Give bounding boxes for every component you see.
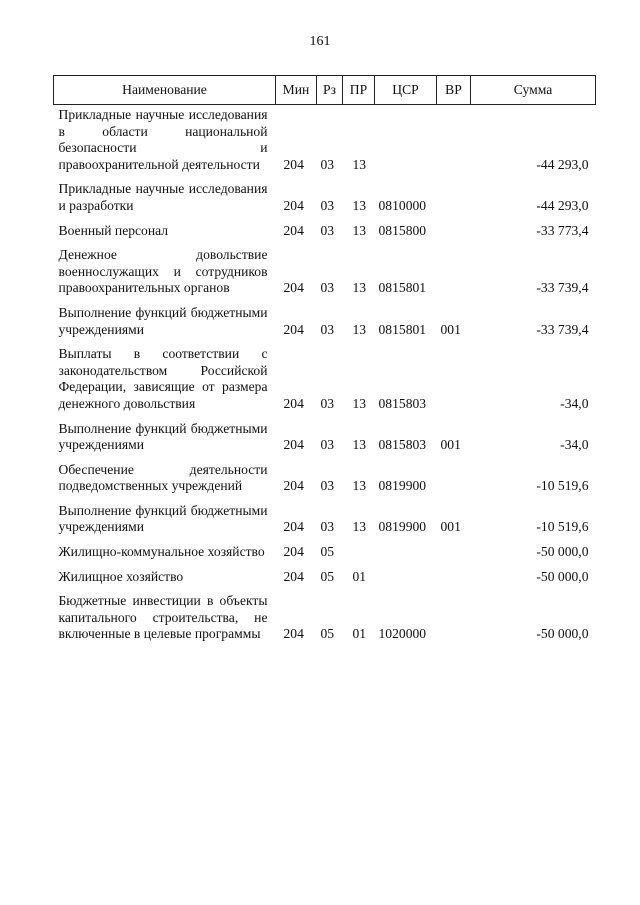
row-pr: 13 <box>352 280 367 296</box>
header-csr: ЦСР <box>375 76 437 105</box>
row-min: 204 <box>283 544 304 560</box>
row-rz: 03 <box>320 222 335 238</box>
row-csr: 0815803 <box>378 395 427 411</box>
row-amount: -33 739,4 <box>536 280 589 296</box>
table-row <box>54 181 596 222</box>
row-name: Жилищно-коммунальное хозяйство <box>58 544 265 560</box>
page-number: 161 <box>309 34 331 49</box>
row-name: Обеспечение деятельности подведомственных учреждений <box>58 461 268 494</box>
row-csr: 1020000 <box>378 626 427 642</box>
row-amount: -50 000,0 <box>536 568 589 584</box>
table-row <box>54 569 596 594</box>
row-vr <box>437 181 471 222</box>
row-csr: 0815801 <box>378 321 427 337</box>
row-csr: 0815800 <box>378 222 427 238</box>
row-min: 204 <box>283 395 304 411</box>
table-row <box>54 247 596 305</box>
row-pr: 13 <box>352 478 367 494</box>
row-min: 204 <box>283 222 304 238</box>
table-row <box>54 346 596 420</box>
row-min: 204 <box>283 156 304 172</box>
row-min: 204 <box>283 626 304 642</box>
budget-table <box>53 75 596 651</box>
row-amount: -44 293,0 <box>536 197 589 213</box>
row-name: Денежное довольствие военнослужащих и сотрудников правоохранительных органов <box>58 247 268 296</box>
row-name: Бюджетные инвестиции в объекты капитального строительства, не включенные в целевые программы <box>58 593 268 642</box>
row-rz: 03 <box>320 156 335 172</box>
table-row <box>54 544 596 569</box>
row-pr <box>343 544 375 569</box>
header-name: Наименование <box>54 76 276 105</box>
row-amount: -44 293,0 <box>536 156 589 172</box>
row-vr <box>437 462 471 503</box>
row-name: Прикладные научные исследования в области национальной безопасности и правоохранительной деятельности <box>58 107 268 172</box>
table-row <box>54 462 596 503</box>
row-vr <box>437 247 471 305</box>
row-amount: -33 739,4 <box>536 321 589 337</box>
row-rz: 03 <box>320 478 335 494</box>
row-name: Выполнение функций бюджетными учреждениями <box>58 304 268 337</box>
header-rz: Рз <box>317 76 343 105</box>
row-name: Выполнение функций бюджетными учреждениями <box>58 502 268 535</box>
row-rz: 03 <box>320 321 335 337</box>
row-pr: 13 <box>352 222 367 238</box>
row-pr: 01 <box>352 626 367 642</box>
row-rz: 03 <box>320 519 335 535</box>
row-rz: 05 <box>320 568 335 584</box>
row-csr: 0815801 <box>378 280 427 296</box>
row-amount: -10 519,6 <box>536 478 589 494</box>
row-min: 204 <box>283 519 304 535</box>
row-csr <box>375 105 437 182</box>
row-pr: 13 <box>352 519 367 535</box>
table-row <box>54 305 596 346</box>
row-pr: 01 <box>352 568 367 584</box>
row-amount: -50 000,0 <box>536 544 589 560</box>
header-amount: Сумма <box>471 76 596 105</box>
row-amount: -34,0 <box>560 437 589 453</box>
row-vr <box>437 223 471 248</box>
row-name: Выполнение функций бюджетными учреждениями <box>58 420 268 453</box>
header-min: Мин <box>276 76 317 105</box>
table-row <box>54 593 596 651</box>
table-row <box>54 223 596 248</box>
table-row <box>54 421 596 462</box>
row-vr: 001 <box>440 437 461 453</box>
row-csr <box>375 569 437 594</box>
row-vr <box>437 569 471 594</box>
row-pr: 13 <box>352 321 367 337</box>
row-vr: 001 <box>440 321 461 337</box>
row-pr: 13 <box>352 156 367 172</box>
row-rz: 05 <box>320 544 335 560</box>
row-vr <box>437 593 471 651</box>
table-row <box>54 503 596 544</box>
row-rz: 03 <box>320 437 335 453</box>
row-vr <box>437 346 471 420</box>
row-name: Выплаты в соответствии с законодательством Российской Федерации, зависящие от размера денежного довольствия <box>58 346 268 411</box>
row-csr: 0810000 <box>378 197 427 213</box>
row-pr: 13 <box>352 197 367 213</box>
row-csr: 0819900 <box>378 519 427 535</box>
row-vr <box>437 544 471 569</box>
row-pr: 13 <box>352 395 367 411</box>
row-csr: 0815803 <box>378 437 427 453</box>
row-min: 204 <box>283 478 304 494</box>
header-vr: ВР <box>437 76 471 105</box>
row-min: 204 <box>283 437 304 453</box>
row-min: 204 <box>283 321 304 337</box>
row-csr: 0819900 <box>378 478 427 494</box>
row-min: 204 <box>283 280 304 296</box>
row-rz: 05 <box>320 626 335 642</box>
row-amount: -10 519,6 <box>536 519 589 535</box>
header-pr: ПР <box>343 76 375 105</box>
row-rz: 03 <box>320 395 335 411</box>
table-row <box>54 105 596 182</box>
row-amount: -33 773,4 <box>536 222 589 238</box>
row-pr: 13 <box>352 437 367 453</box>
row-name: Жилищное хозяйство <box>58 568 184 584</box>
row-name: Прикладные научные исследования и разработки <box>58 181 268 213</box>
row-vr: 001 <box>440 519 461 535</box>
row-csr <box>375 544 437 569</box>
row-min: 204 <box>283 568 304 584</box>
row-min: 204 <box>283 197 304 213</box>
row-rz: 03 <box>320 280 335 296</box>
row-name: Военный персонал <box>58 222 169 238</box>
row-rz: 03 <box>320 197 335 213</box>
table-header-row <box>54 76 596 105</box>
row-vr <box>437 105 471 182</box>
row-amount: -34,0 <box>560 395 589 411</box>
row-amount: -50 000,0 <box>536 626 589 642</box>
